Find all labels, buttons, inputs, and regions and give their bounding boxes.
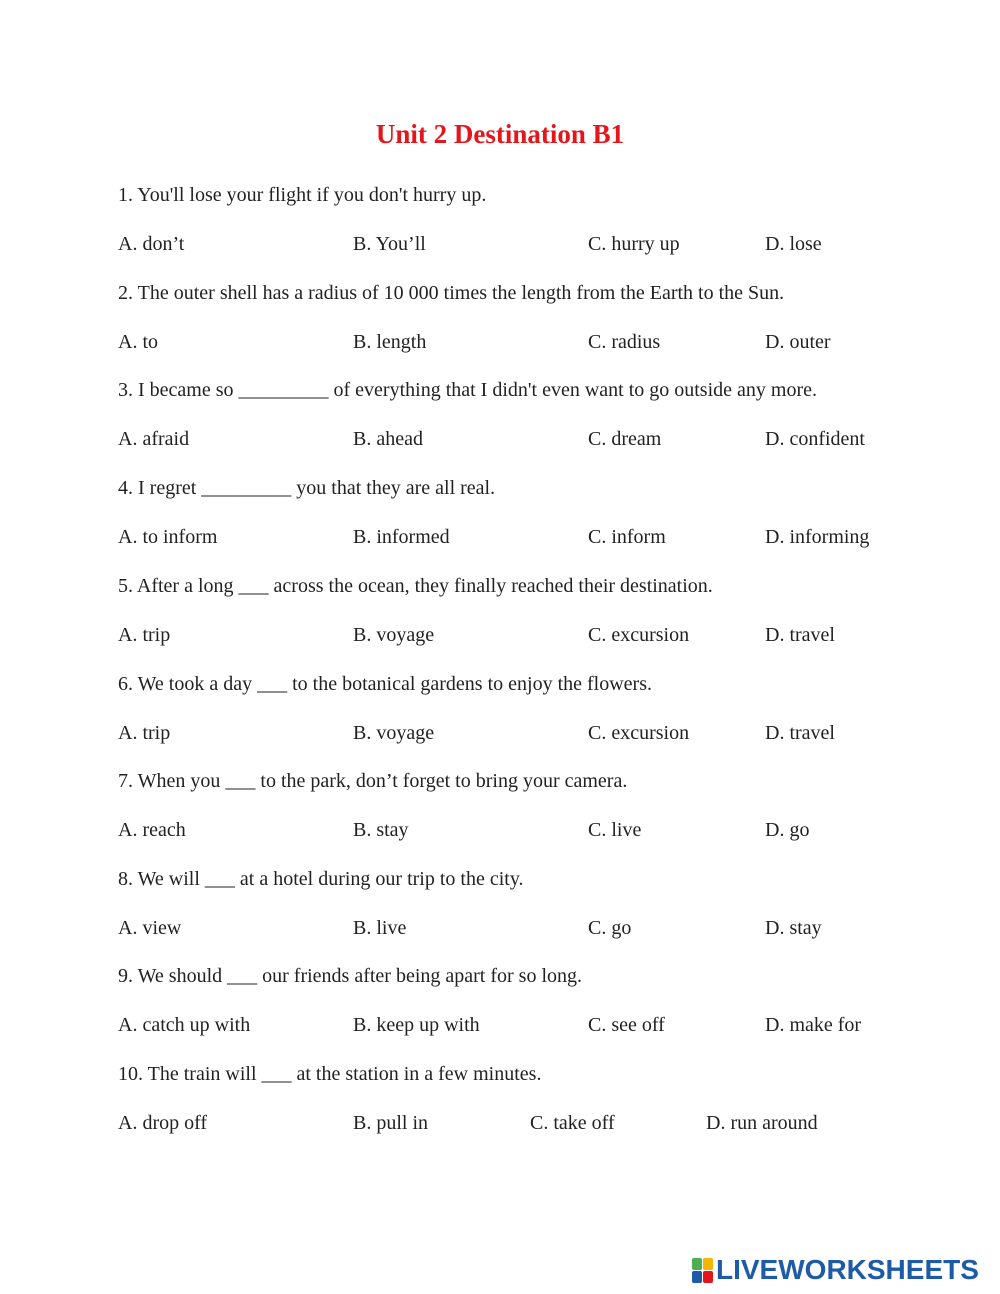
question-5-option-b[interactable]: B. voyage xyxy=(353,624,435,646)
question-3-option-b[interactable]: B. ahead xyxy=(353,428,423,450)
question-1-option-c[interactable]: C. hurry up xyxy=(588,233,680,255)
question-7-option-a[interactable]: A. reach xyxy=(118,819,186,841)
question-9-option-c[interactable]: C. see off xyxy=(588,1014,665,1036)
question-4-option-c[interactable]: C. inform xyxy=(588,526,666,548)
question-3-option-c[interactable]: C. dream xyxy=(588,428,662,450)
question-9-option-b[interactable]: B. keep up with xyxy=(353,1014,480,1036)
question-7-option-c[interactable]: C. live xyxy=(588,819,642,841)
question-6-option-d[interactable]: D. travel xyxy=(765,722,835,744)
question-1-option-d[interactable]: D. lose xyxy=(765,233,822,255)
question-10-option-b[interactable]: B. pull in xyxy=(353,1112,429,1134)
question-2-option-c[interactable]: C. radius xyxy=(588,331,661,353)
question-1-option-b[interactable]: B. You’ll xyxy=(353,233,426,255)
question-4-option-b[interactable]: B. informed xyxy=(353,526,450,548)
question-1-option-a[interactable]: A. don’t xyxy=(118,233,185,255)
question-9-text: 9. We should ___ our friends after being apart for so long. xyxy=(118,965,583,987)
question-8-text: 8. We will ___ at a hotel during our trip to the city. xyxy=(118,868,524,890)
question-10-text: 10. The train will ___ at the station in a few minutes. xyxy=(118,1063,542,1085)
question-3-text: 3. I became so _________ of everything that I didn't even want to go outside any more. xyxy=(118,379,817,401)
liveworksheets-logo-icon xyxy=(692,1258,712,1282)
question-9-option-a[interactable]: A. catch up with xyxy=(118,1014,251,1036)
question-10-option-c[interactable]: C. take off xyxy=(530,1112,615,1134)
question-8-option-d[interactable]: D. stay xyxy=(765,917,822,939)
question-5-option-d[interactable]: D. travel xyxy=(765,624,835,646)
question-6-option-b[interactable]: B. voyage xyxy=(353,722,435,744)
question-7-text: 7. When you ___ to the park, don’t forget to bring your camera. xyxy=(118,770,628,792)
question-8-option-a[interactable]: A. view xyxy=(118,917,182,939)
logo-text: LIVEWORKSHEETS xyxy=(716,1254,979,1285)
question-4-option-a[interactable]: A. to inform xyxy=(118,526,218,548)
question-8-option-c[interactable]: C. go xyxy=(588,917,632,939)
liveworksheets-logo xyxy=(692,1254,979,1286)
question-2-option-d[interactable]: D. outer xyxy=(765,331,831,353)
question-5-option-c[interactable]: C. excursion xyxy=(588,624,690,646)
question-2-option-a[interactable]: A. to xyxy=(118,331,158,353)
question-2-option-b[interactable]: B. length xyxy=(353,331,427,353)
question-6-option-c[interactable]: C. excursion xyxy=(588,722,690,744)
question-9-option-d[interactable]: D. make for xyxy=(765,1014,862,1036)
question-7-option-b[interactable]: B. stay xyxy=(353,819,409,841)
question-5-option-a[interactable]: A. trip xyxy=(118,624,171,646)
question-2-text: 2. The outer shell has a radius of 10 000 times the length from the Earth to the Sun. xyxy=(118,282,785,304)
question-4-option-d[interactable]: D. informing xyxy=(765,526,870,548)
question-5-text: 5. After a long ___ across the ocean, they finally reached their destination. xyxy=(118,575,713,597)
question-3-option-a[interactable]: A. afraid xyxy=(118,428,190,450)
question-6-option-a[interactable]: A. trip xyxy=(118,722,171,744)
question-10-option-d[interactable]: D. run around xyxy=(706,1112,818,1134)
page-title: Unit 2 Destination B1 xyxy=(375,119,625,149)
question-3-option-d[interactable]: D. confident xyxy=(765,428,865,450)
question-4-text: 4. I regret _________ you that they are all real. xyxy=(118,477,496,499)
question-7-option-d[interactable]: D. go xyxy=(765,819,810,841)
question-10-option-a[interactable]: A. drop off xyxy=(118,1112,208,1134)
question-1-text: 1. You'll lose your flight if you don't hurry up. xyxy=(118,184,487,206)
question-8-option-b[interactable]: B. live xyxy=(353,917,407,939)
question-6-text: 6. We took a day ___ to the botanical gardens to enjoy the flowers. xyxy=(118,673,652,695)
